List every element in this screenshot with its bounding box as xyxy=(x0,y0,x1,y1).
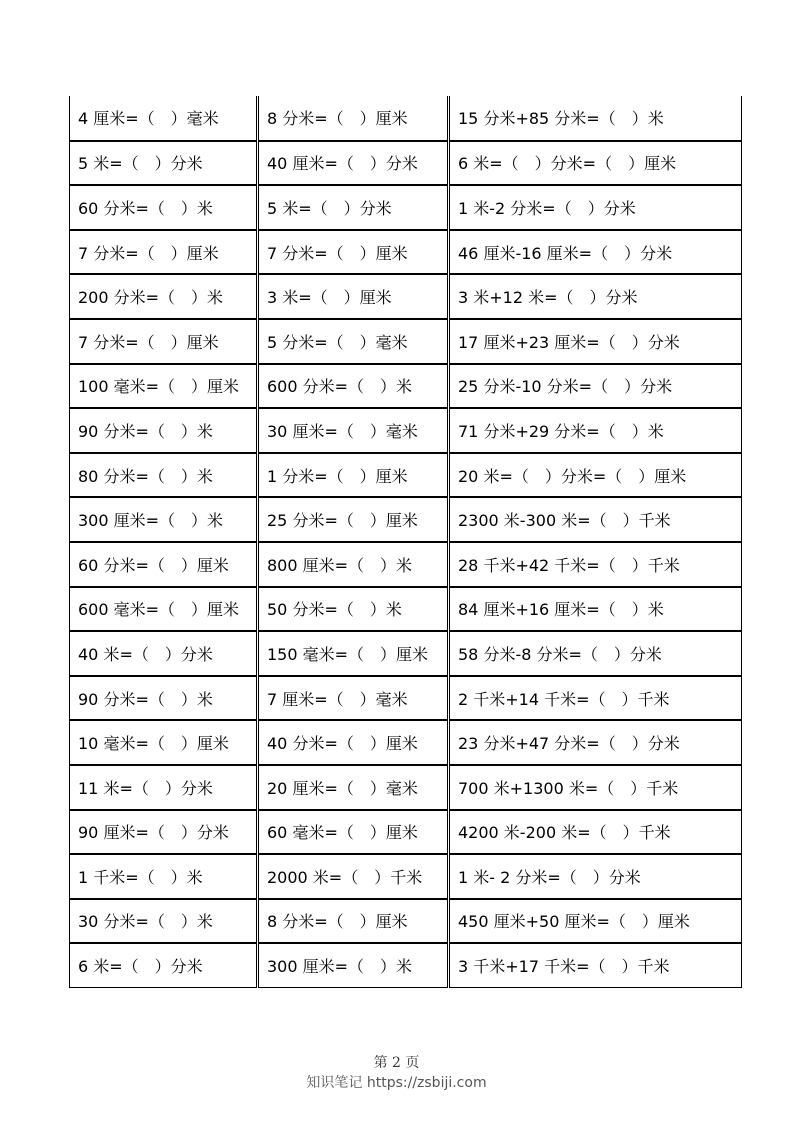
exercise-cell: 90 分米=（ ）米 xyxy=(69,408,257,453)
exercise-cell: 15 分米+85 分米=（ ）米 xyxy=(449,96,742,141)
exercise-cell: 800 厘米=（ ）米 xyxy=(258,542,448,587)
exercise-cell: 46 厘米-16 厘米=（ ）分米 xyxy=(449,230,742,275)
exercise-cell: 11 米=（ ）分米 xyxy=(69,765,257,810)
exercise-cell: 1 千米=（ ）米 xyxy=(69,854,257,899)
exercise-cell: 2000 米=（ ）千米 xyxy=(258,854,448,899)
exercise-cell: 7 分米=（ ）厘米 xyxy=(69,230,257,275)
exercise-cell: 1 米- 2 分米=（ ）分米 xyxy=(449,854,742,899)
exercise-cell: 8 分米=（ ）厘米 xyxy=(258,899,448,944)
table-row xyxy=(69,230,742,275)
exercise-cell: 50 分米=（ ）米 xyxy=(258,587,448,632)
exercise-cell: 4200 米-200 米=（ ）千米 xyxy=(449,810,742,855)
exercise-cell: 6 米=（ ）分米 xyxy=(69,943,257,988)
table-row xyxy=(69,408,742,453)
table-row xyxy=(69,810,742,855)
exercise-cell: 23 分米+47 分米=（ ）分米 xyxy=(449,720,742,765)
table-row xyxy=(69,854,742,899)
exercise-cell: 300 厘米=（ ）米 xyxy=(69,497,257,542)
exercise-cell: 7 分米=（ ）厘米 xyxy=(69,319,257,364)
exercise-cell: 25 分米-10 分米=（ ）分米 xyxy=(449,364,742,409)
exercise-cell: 90 分米=（ ）米 xyxy=(69,676,257,721)
exercise-cell: 2 千米+14 千米=（ ）千米 xyxy=(449,676,742,721)
exercise-cell: 30 厘米=（ ）毫米 xyxy=(258,408,448,453)
table-row xyxy=(69,364,742,409)
exercise-cell: 2300 米-300 米=（ ）千米 xyxy=(449,497,742,542)
exercise-cell: 1 分米=（ ）厘米 xyxy=(258,453,448,498)
exercise-cell: 5 米=（ ）分米 xyxy=(258,185,448,230)
exercise-cell: 10 毫米=（ ）厘米 xyxy=(69,720,257,765)
exercise-cell: 5 分米=（ ）毫米 xyxy=(258,319,448,364)
table-row xyxy=(69,274,742,319)
exercise-cell: 3 米=（ ）厘米 xyxy=(258,274,448,319)
table-row xyxy=(69,943,742,988)
exercise-cell: 150 毫米=（ ）厘米 xyxy=(258,631,448,676)
table-row xyxy=(69,676,742,721)
table-row xyxy=(69,96,742,141)
exercise-cell: 30 分米=（ ）米 xyxy=(69,899,257,944)
table-row xyxy=(69,765,742,810)
exercise-cell: 60 毫米=（ ）厘米 xyxy=(258,810,448,855)
table-row xyxy=(69,453,742,498)
exercise-cell: 58 分米-8 分米=（ ）分米 xyxy=(449,631,742,676)
exercise-cell: 6 米=（ ）分米=（ ）厘米 xyxy=(449,141,742,186)
exercise-cell: 90 厘米=（ ）分米 xyxy=(69,810,257,855)
exercise-cell: 600 分米=（ ）米 xyxy=(258,364,448,409)
exercise-cell: 7 厘米=（ ）毫米 xyxy=(258,676,448,721)
table-row xyxy=(69,899,742,944)
exercise-cell: 4 厘米=（ ）毫米 xyxy=(69,96,257,141)
exercise-cell: 71 分米+29 分米=（ ）米 xyxy=(449,408,742,453)
exercise-cell: 80 分米=（ ）米 xyxy=(69,453,257,498)
exercise-cell: 20 米=（ ）分米=（ ）厘米 xyxy=(449,453,742,498)
exercise-cell: 20 厘米=（ ）毫米 xyxy=(258,765,448,810)
exercise-cell: 25 分米=（ ）厘米 xyxy=(258,497,448,542)
table-row xyxy=(69,319,742,364)
exercise-cell: 40 米=（ ）分米 xyxy=(69,631,257,676)
exercise-cell: 28 千米+42 千米=（ ）千米 xyxy=(449,542,742,587)
table-row xyxy=(69,141,742,186)
exercise-cell: 40 分米=（ ）厘米 xyxy=(258,720,448,765)
exercise-cell: 450 厘米+50 厘米=（ ）厘米 xyxy=(449,899,742,944)
exercise-cell: 1 米-2 分米=（ ）分米 xyxy=(449,185,742,230)
exercise-cell: 5 米=（ ）分米 xyxy=(69,141,257,186)
exercise-cell: 7 分米=（ ）厘米 xyxy=(258,230,448,275)
exercise-cell: 84 厘米+16 厘米=（ ）米 xyxy=(449,587,742,632)
exercise-table xyxy=(69,96,742,988)
table-row xyxy=(69,542,742,587)
table-row xyxy=(69,720,742,765)
exercise-cell: 3 千米+17 千米=（ ）千米 xyxy=(449,943,742,988)
exercise-cell: 8 分米=（ ）厘米 xyxy=(258,96,448,141)
exercise-cell: 300 厘米=（ ）米 xyxy=(258,943,448,988)
exercise-cell: 200 分米=（ ）米 xyxy=(69,274,257,319)
site-watermark: 知识笔记 https://zsbiji.com xyxy=(306,1075,487,1091)
table-row xyxy=(69,631,742,676)
exercise-cell: 600 毫米=（ ）厘米 xyxy=(69,587,257,632)
exercise-cell: 3 米+12 米=（ ）分米 xyxy=(449,274,742,319)
exercise-cell: 100 毫米=（ ）厘米 xyxy=(69,364,257,409)
exercise-cell: 60 分米=（ ）厘米 xyxy=(69,542,257,587)
exercise-cell: 60 分米=（ ）米 xyxy=(69,185,257,230)
exercise-cell: 17 厘米+23 厘米=（ ）分米 xyxy=(449,319,742,364)
table-row xyxy=(69,587,742,632)
exercise-cell: 40 厘米=（ ）分米 xyxy=(258,141,448,186)
exercise-cell: 700 米+1300 米=（ ）千米 xyxy=(449,765,742,810)
page-number: 第 2 页 xyxy=(373,1055,420,1071)
table-row xyxy=(69,185,742,230)
table-row xyxy=(69,497,742,542)
